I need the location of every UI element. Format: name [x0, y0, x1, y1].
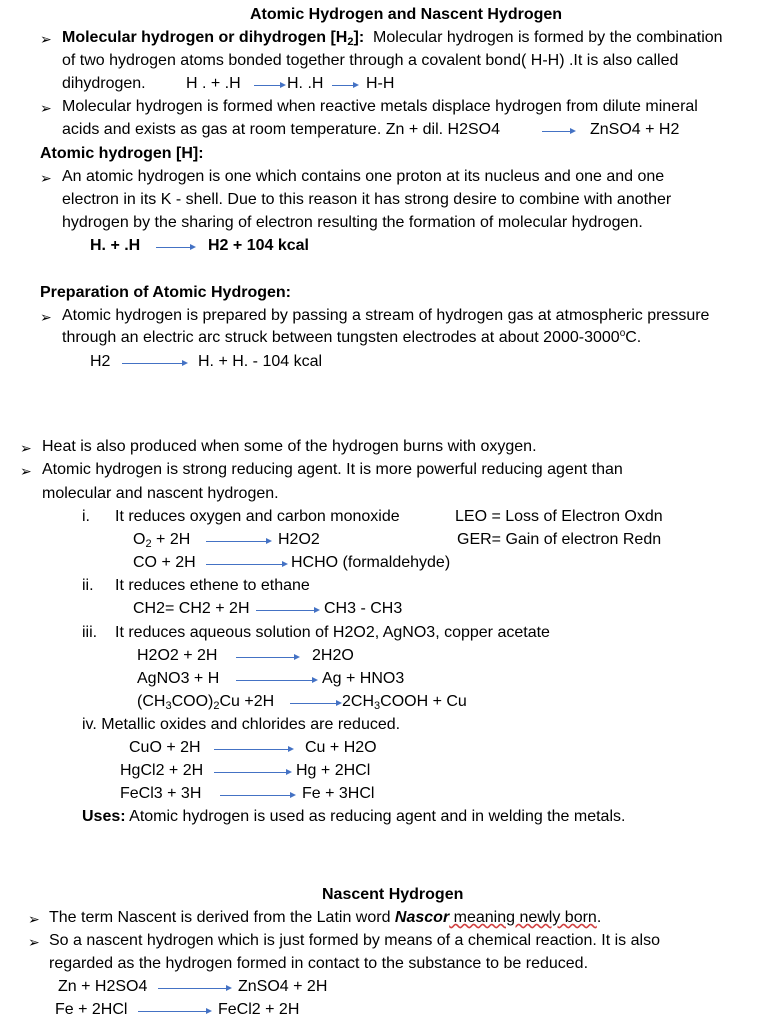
list-number: ii. [82, 577, 94, 594]
eq-lhs: Fe + 2HCl [55, 1001, 128, 1018]
arrow-icon [156, 247, 194, 248]
arrow-icon [220, 795, 294, 796]
section-heading: Preparation of Atomic Hydrogen: [40, 284, 291, 301]
list-item-text: It reduces aqueous solution of H2O2, AgNO3, copper acetate [115, 624, 550, 641]
eq-lhs: Zn + H2SO4 [58, 978, 148, 995]
list-number: i. [82, 508, 90, 525]
uses-label: Uses: [82, 808, 126, 825]
leo-mnemonic: LEO = Loss of Electron Oxdn [455, 508, 663, 525]
section-heading: Atomic hydrogen [H]: [40, 145, 204, 162]
list-item-text: It reduces ethene to ethane [115, 577, 310, 594]
molecular-line-3: dihydrogen. [62, 75, 146, 92]
uses-line: Uses: Atomic hydrogen is used as reducing agent and in welding the metals. [82, 808, 626, 825]
list-number: iii. [82, 624, 98, 641]
eq-rhs: H2O2 [278, 531, 320, 548]
eq-rhs: ZnSO4 + H2 [590, 121, 680, 138]
reducing-line-1: Atomic hydrogen is strong reducing agent. It is more powerful reducing agent than [42, 461, 623, 478]
eq-lhs: H. + .H [90, 237, 141, 254]
molecular-line-5: acids and exists as gas at room temperature. Zn + dil. H2SO4 [62, 121, 500, 138]
arrow-icon [206, 541, 270, 542]
arrow-icon [542, 131, 574, 132]
bullet-icon: ➢ [40, 31, 52, 47]
bullet-icon: ➢ [40, 100, 52, 116]
eq-lhs: CH2= CH2 + 2H [133, 600, 250, 617]
eq-rhs: Fe + 3HCl [302, 785, 375, 802]
arrow-icon [214, 772, 290, 773]
section-heading: Nascent Hydrogen [322, 886, 464, 903]
eq-rhs: Cu + H2O [305, 739, 377, 756]
eq-lhs: HgCl2 + 2H [120, 762, 204, 779]
ger-mnemonic: GER= Gain of electron Redn [457, 531, 662, 548]
bullet-icon: ➢ [40, 170, 52, 186]
arrow-icon [158, 988, 230, 989]
bullet-icon: ➢ [40, 309, 52, 325]
reducing-line-2: molecular and nascent hydrogen. [42, 485, 279, 502]
eq-rhs: FeCl2 + 2H [218, 1001, 300, 1018]
eq-rhs: H-H [366, 75, 395, 92]
eq-lhs: CO + 2H [133, 554, 196, 571]
atomic-line-1: An atomic hydrogen is one which contains one proton at its nucleus and one and one [62, 168, 665, 185]
arrow-icon [138, 1011, 210, 1012]
arrow-icon [332, 85, 357, 86]
eq-lhs: H2 [90, 353, 111, 370]
bullet-icon: ➢ [20, 440, 32, 456]
eq-rhs: CH3 - CH3 [324, 600, 403, 617]
heat-line: Heat is also produced when some of the hydrogen burns with oxygen. [42, 438, 537, 455]
arrow-icon [206, 564, 286, 565]
atomic-line-2: electron in its K - shell. Due to this reason it has strong desire to combine with another [62, 191, 672, 208]
eq-lhs: $O_2 + 2H$ [133, 531, 191, 550]
bullet-icon: ➢ [28, 911, 40, 927]
list-item-text: iv. Metallic oxides and chlorides are reduced. [82, 716, 401, 733]
arrow-icon [122, 363, 186, 364]
nascent-line-2: So a nascent hydrogen which is just formed by means of a chemical reaction. It is also [49, 932, 660, 949]
eq-lhs: CuO + 2H [129, 739, 201, 756]
eq-lhs: $(CH_3COO)_2Cu +2H$ [137, 693, 275, 712]
nascent-line-1: The term Nascent is derived from the Latin word Nascor meaning newly born. [49, 909, 602, 926]
arrow-icon [214, 749, 292, 750]
eq-rhs: 2H2O [312, 647, 354, 664]
prep-line-1: Atomic hydrogen is prepared by passing a stream of hydrogen gas at atmospheric pressure [62, 307, 710, 324]
list-item-text: It reduces oxygen and carbon monoxide [115, 508, 400, 525]
bullet-icon: ➢ [28, 934, 40, 950]
eq-lhs: AgNO3 + H [137, 670, 220, 687]
molecular-heading: Molecular hydrogen or dihydrogen $[H_2]$: [62, 29, 365, 48]
molecular-line-2: of two hydrogen atoms bonded together through a covalent bond( H-H) .It is also called [62, 52, 679, 69]
eq-rhs: H2 + 104 kcal [208, 237, 309, 254]
eq-lhs: FeCl3 + 3H [120, 785, 202, 802]
arrow-icon [236, 657, 298, 658]
eq-rhs: Ag + HNO3 [322, 670, 405, 687]
eq-rhs: ZnSO4 + 2H [238, 978, 328, 995]
arrow-icon [254, 85, 284, 86]
arrow-icon [256, 610, 318, 611]
eq-rhs: HCHO (formaldehyde) [291, 554, 451, 571]
molecular-line-1: Molecular hydrogen or dihydrogen $[H_2]$: Molecular hydrogen is formed by the combination [62, 29, 723, 48]
eq-mid: H. .H [287, 75, 324, 92]
arrow-icon [290, 703, 340, 704]
nascent-line-3: regarded as the hydrogen formed in contact to the substance to be reduced. [49, 955, 589, 972]
eq-rhs: Hg + 2HCl [296, 762, 371, 779]
arrow-icon [236, 680, 316, 681]
bullet-icon: ➢ [20, 463, 32, 479]
page-title: Atomic Hydrogen and Nascent Hydrogen [250, 6, 563, 23]
eq-lhs: H . + .H [186, 75, 241, 92]
eq-rhs: $2CH_3COOH + Cu$ [342, 693, 467, 712]
prep-line-2: through an electric arc struck between tungsten electrodes at about 2000-3000$^o$C. [62, 328, 642, 346]
molecular-line-4: Molecular hydrogen is formed when reactive metals displace hydrogen from dilute mineral [62, 98, 698, 115]
eq-rhs: H. + H. - 104 kcal [198, 353, 323, 370]
atomic-line-3: hydrogen by the sharing of electron resulting the formation of molecular hydrogen. [62, 214, 643, 231]
eq-lhs: H2O2 + 2H [137, 647, 218, 664]
